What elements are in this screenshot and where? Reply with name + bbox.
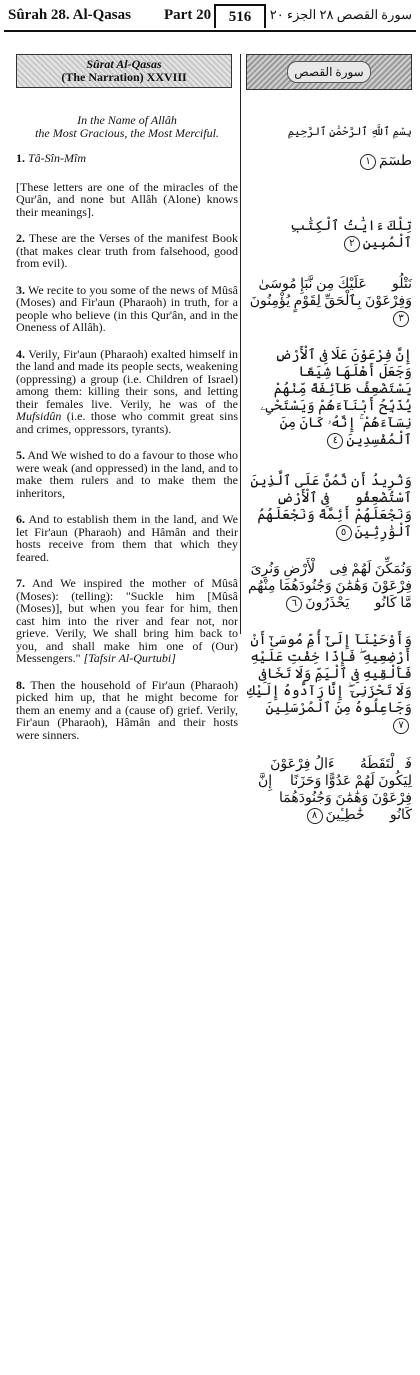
verse-2-arabic: [246, 218, 412, 252]
verse-text: And to establish them in the land, and We let Fir'aun (Pharaoh) and Hâmân and their hosts receive from them that which they feared.: [16, 512, 238, 564]
surah-label: Sûrah 28. Al-Qasas: [8, 7, 131, 23]
verse-text: We recite to you some of the news of Mûsâ (Moses) and Fir'aun (Pharaoh) in truth, for a people who believe (in this Qur'ân, and in the Oneness of Allâh).: [16, 282, 238, 334]
verse-6-arabic: [246, 561, 412, 612]
surah-title-line2: (The Narration) XXVIII: [61, 70, 187, 84]
basmala-line1: In the Name of Allâh: [77, 113, 177, 127]
arabic-column: [246, 54, 412, 824]
verse-text: These are the Verses of the manifest Book (that makes clear truth from falsehood, good from evil).: [16, 231, 238, 270]
verse-text: Tâ-Sîn-Mîm: [28, 151, 86, 165]
verse-3-arabic: [246, 276, 412, 327]
verse-5-arabic: [246, 473, 412, 541]
verse-arabic-text: وَنُمَكِّنَ لَهُمْ فِى ٱلْأَرْضِ وَنُرِىَ فِرْعَوْنَ وَهَٰمَٰنَ وَجُنُودَهُمَا مِنْهُم مَّا كَانُوا۟ يَحْذَرُونَ: [247, 562, 412, 611]
surah-title-arabic-text: سورة القصص: [287, 61, 371, 83]
verse-5-english: [16, 449, 238, 499]
ayah-marker-icon: ١: [360, 154, 376, 170]
ayah-marker-icon: ٢: [344, 236, 360, 252]
ayah-marker-icon: ٧: [393, 718, 409, 734]
verse-3-english: [16, 284, 238, 334]
verse-arabic-text: إِنَّ فِرْعَوْنَ عَلَا فِى ٱلْأَرْضِ وَجَعَلَ أَهْلَهَا شِيَعًا يَسْتَضْعِفُ طَآئِفَةً مِّنْهُمْ يُذَبِّحُ أَبْنَآءَهُمْ وَيَسْتَحْىِۦ نِسَآءَهُمْ ۚ إِنَّهُۥ كَانَ مِنَ ٱلْمُفْسِدِينَ: [260, 348, 412, 448]
surah-title-line1: Sûrat Al-Qasas: [86, 57, 162, 71]
verse-text: And We wished to do a favour to those who were weak (and oppressed) in the land, and to make them rulers and to make them the inheritors,: [16, 448, 238, 500]
verse-7-arabic: [246, 632, 412, 734]
verse-1-note: [These letters are one of the miracles of the Qur'ân, and none but Allâh (Alone) knows their meanings].: [16, 179, 238, 219]
verse-citation: [Tafsir Al-Qurtubi]: [83, 651, 176, 665]
basmala-english: [16, 114, 238, 140]
verse-number: 4.: [16, 346, 25, 361]
verse-arabic-text: طسٓمٓ: [379, 154, 412, 169]
verse-2-english: [16, 232, 238, 270]
verse-number: 5.: [16, 448, 25, 462]
verse-number: 1.: [16, 151, 25, 165]
verse-text: Then the household of Fir'aun (Pharaoh) picked him up, that he might become for them an enemy and a (cause of) grief. Verily, Fir'aun (Pharaoh), Hâmân and their hosts were sinners.: [16, 677, 238, 742]
ayah-marker-icon: ٤: [327, 433, 343, 449]
english-column: [16, 54, 238, 741]
ayah-marker-icon: ٦: [286, 596, 302, 612]
surah-title-english: [16, 54, 232, 88]
column-divider: [240, 54, 241, 634]
verse-italic-term: Mufsidûn: [16, 409, 62, 423]
verse-number: 8.: [16, 677, 25, 692]
ayah-marker-icon: ٥: [336, 525, 352, 541]
verse-1-english: [16, 152, 238, 165]
verse-arabic-text: وَنُرِيدُ أَن نَّمُنَّ عَلَى ٱلَّذِينَ ٱسْتُضْعِفُوا۟ فِى ٱلْأَرْضِ وَنَجْعَلَهُمْ أَئِمَّةً وَنَجْعَلَهُمُ ٱلْوَٰرِثِينَ: [250, 474, 412, 540]
ayah-marker-icon: ٣: [393, 311, 409, 327]
verse-number: 6.: [16, 512, 25, 526]
ayah-marker-icon: ٨: [307, 808, 323, 824]
verse-arabic-text: نَتْلُوا۟ عَلَيْكَ مِن نَّبَإِ مُوسَىٰ وَفِرْعَوْنَ بِٱلْحَقِّ لِقَوْمٍ يُؤْمِنُونَ: [249, 277, 412, 309]
verse-1-arabic: [246, 153, 412, 170]
verse-text: Verily, Fir'aun (Pharaoh) exalted himself in the land and made its people sects, weakening (oppressing) a group (i.e. Children of Israel) among them: killing their sons, and letting their females live. Verily, he was of the: [16, 346, 238, 411]
basmala-line2: the Most Gracious, the Most Merciful.: [35, 126, 219, 140]
verse-number: 3.: [16, 282, 25, 297]
verse-7-english: [16, 577, 238, 665]
verse-text: And We inspired the mother of Mûsâ (Moses): (telling): "Suckle him [Mûsâ (Moses)], but when you fear for him, then cast him into the river and fear not, nor grieve. Verily, We shall bring him back to you, and shall make him one of (Our) Messengers.": [16, 576, 238, 665]
arabic-header-label: سورة القصص ٢٨ الجزء ٢٠: [269, 7, 412, 22]
page-header: [4, 4, 416, 32]
verse-8-english: [16, 679, 238, 742]
verse-number: 2.: [16, 231, 25, 245]
verse-number: 7.: [16, 576, 25, 590]
verse-6-english: [16, 513, 238, 563]
part-label: Part 20: [164, 7, 212, 23]
verse-arabic-text: تِلْكَ ءَايَٰتُ ٱلْكِتَٰبِ ٱلْمُبِينِ: [290, 219, 412, 251]
verse-4-english: [16, 348, 238, 436]
basmala-arabic: بِسْمِ ٱللَّهِ ٱلرَّحْمَٰنِ ٱلرَّحِيمِ: [287, 126, 412, 138]
verse-text-end: (i.e. those who commit great sins and crimes, oppressors, tyrants).: [16, 409, 238, 436]
verse-arabic-text: وَأَوْحَيْنَآ إِلَىٰٓ أُمِّ مُوسَىٰٓ أَنْ أَرْضِعِيهِ ۖ فَإِذَا خِفْتِ عَلَيْهِ فَأَلْقِيهِ فِى ٱلْيَمِّ وَلَا تَخَافِى وَلَا تَحْزَنِىٓ ۖ إِنَّا رَآدُّوهُ إِلَيْكِ وَجَاعِلُوهُ مِنَ ٱلْمُرْسَلِينَ: [246, 633, 412, 716]
verse-4-arabic: [246, 347, 412, 449]
page-number: 516: [214, 4, 266, 28]
verse-arabic-text: فَٱلْتَقَطَهُۥٓ ءَالُ فِرْعَوْنَ لِيَكُونَ لَهُمْ عَدُوًّا وَحَزَنًا ۗ إِنَّ فِرْعَوْنَ وَهَٰمَٰنَ وَجُنُودَهُمَا كَانُوا۟ خَٰطِـِٔينَ: [258, 757, 412, 823]
verse-8-arabic: [246, 756, 412, 824]
surah-title-arabic: [246, 54, 412, 90]
